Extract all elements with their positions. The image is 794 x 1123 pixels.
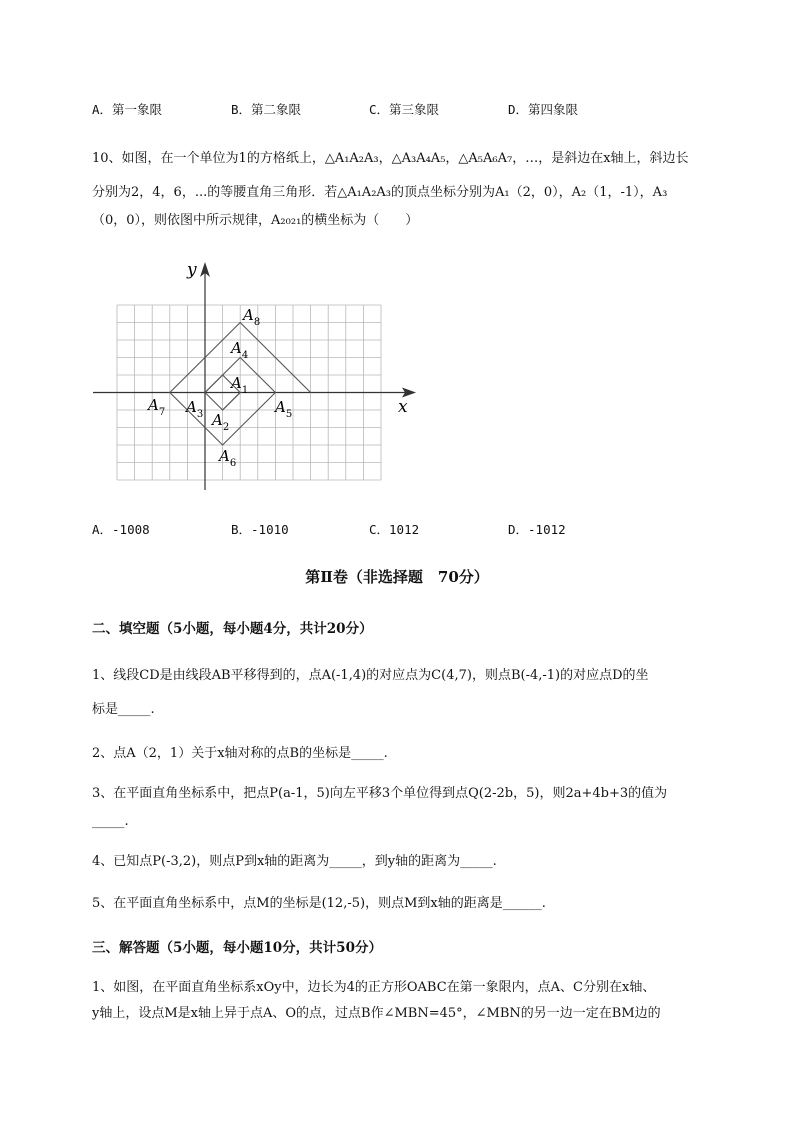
q9-choice-c[interactable]: C．第三象限 (369, 102, 440, 117)
axis-y-label: y (187, 260, 197, 280)
q10-choice-b[interactable]: B．-1010 (231, 522, 289, 537)
label-a5: $A_5$ (275, 398, 293, 420)
q10-choice-d[interactable]: D．-1012 (508, 522, 566, 537)
fill-q3-line2: _____. (92, 814, 129, 829)
inner-edge (223, 393, 241, 411)
fill-q2: 2、点A（2，1）关于x轴对称的点B的坐标是_____. (92, 746, 388, 761)
fill-q3-line1: 3、在平面直角坐标系中，把点P(a-1，5)向左平移3个单位得到点Q(2-2b，5)，则2a+4b+3的值为 (92, 786, 668, 801)
fill-q5: 5、在平面直角坐标系中，点M的坐标是(12,-5)，则点M到x轴的距离是______. (92, 896, 546, 911)
q10-text-line2: 分别为2，4，6，...的等腰直角三角形．若△A₁A₂A₃的顶点坐标分别为A₁（2，0），A₂（1，-1），A₃ (92, 185, 668, 200)
q10-text-line1: 10、如图，在一个单位为1的方格纸上，△A₁A₂A₃，△A₃A₄A₅，△A₅A₆A₇，…，是斜边在x轴上，斜边长 (92, 151, 689, 166)
solve-q1-line1: 1、如图，在平面直角坐标系xOy中，边长为4的正方形OABC在第一象限内，点A、C分别在x轴、 (92, 980, 656, 995)
label-a2: $A_2$ (212, 411, 230, 433)
q10-choice-c[interactable]: C．1012 (369, 522, 420, 537)
part2-heading: 二、填空题（5小题，每小题4分，共计20分） (92, 621, 373, 637)
q9-choice-a[interactable]: A．第一象限 (92, 102, 163, 117)
q9-choice-d[interactable]: D．第四象限 (508, 102, 579, 117)
q10-figure (90, 255, 430, 495)
q10-text-line3: （0，0），则依图中所示规律，A₂₀₂₁的横坐标为（ ） (92, 213, 419, 228)
part3-heading: 三、解答题（5小题，每小题10分，共计50分） (92, 940, 382, 956)
fill-q1-line1: 1、线段CD是由线段AB平移得到的，点A(-1,4)的对应点为C(4,7)，则点B(-4,-1)的对应点D的坐 (92, 668, 649, 683)
fill-q1-line2: 标是_____. (92, 702, 155, 717)
fill-q4: 4、已知点P(-3,2)，则点P到x轴的距离为_____，到y轴的距离为_____. (92, 854, 497, 869)
axis-x-label: x (398, 397, 408, 417)
label-a3: $A_3$ (186, 398, 204, 420)
label-a8: $A_8$ (243, 306, 261, 328)
q9-choice-b[interactable]: B．第二象限 (231, 102, 302, 117)
solve-q1-line2: y轴上，设点M是x轴上异于点A、O的点，过点B作∠MBN=45°，∠MBN的另一边一定在BM边的 (92, 1006, 661, 1021)
label-a7: $A_7$ (148, 396, 166, 418)
label-a1: $A_1$ (231, 374, 249, 396)
q10-choice-a[interactable]: A．-1008 (92, 522, 150, 537)
label-a4: $A_4$ (231, 339, 249, 361)
section-title: 第Ⅱ卷（非选择题 70分） (305, 568, 489, 586)
label-a6: $A_6$ (219, 447, 237, 469)
